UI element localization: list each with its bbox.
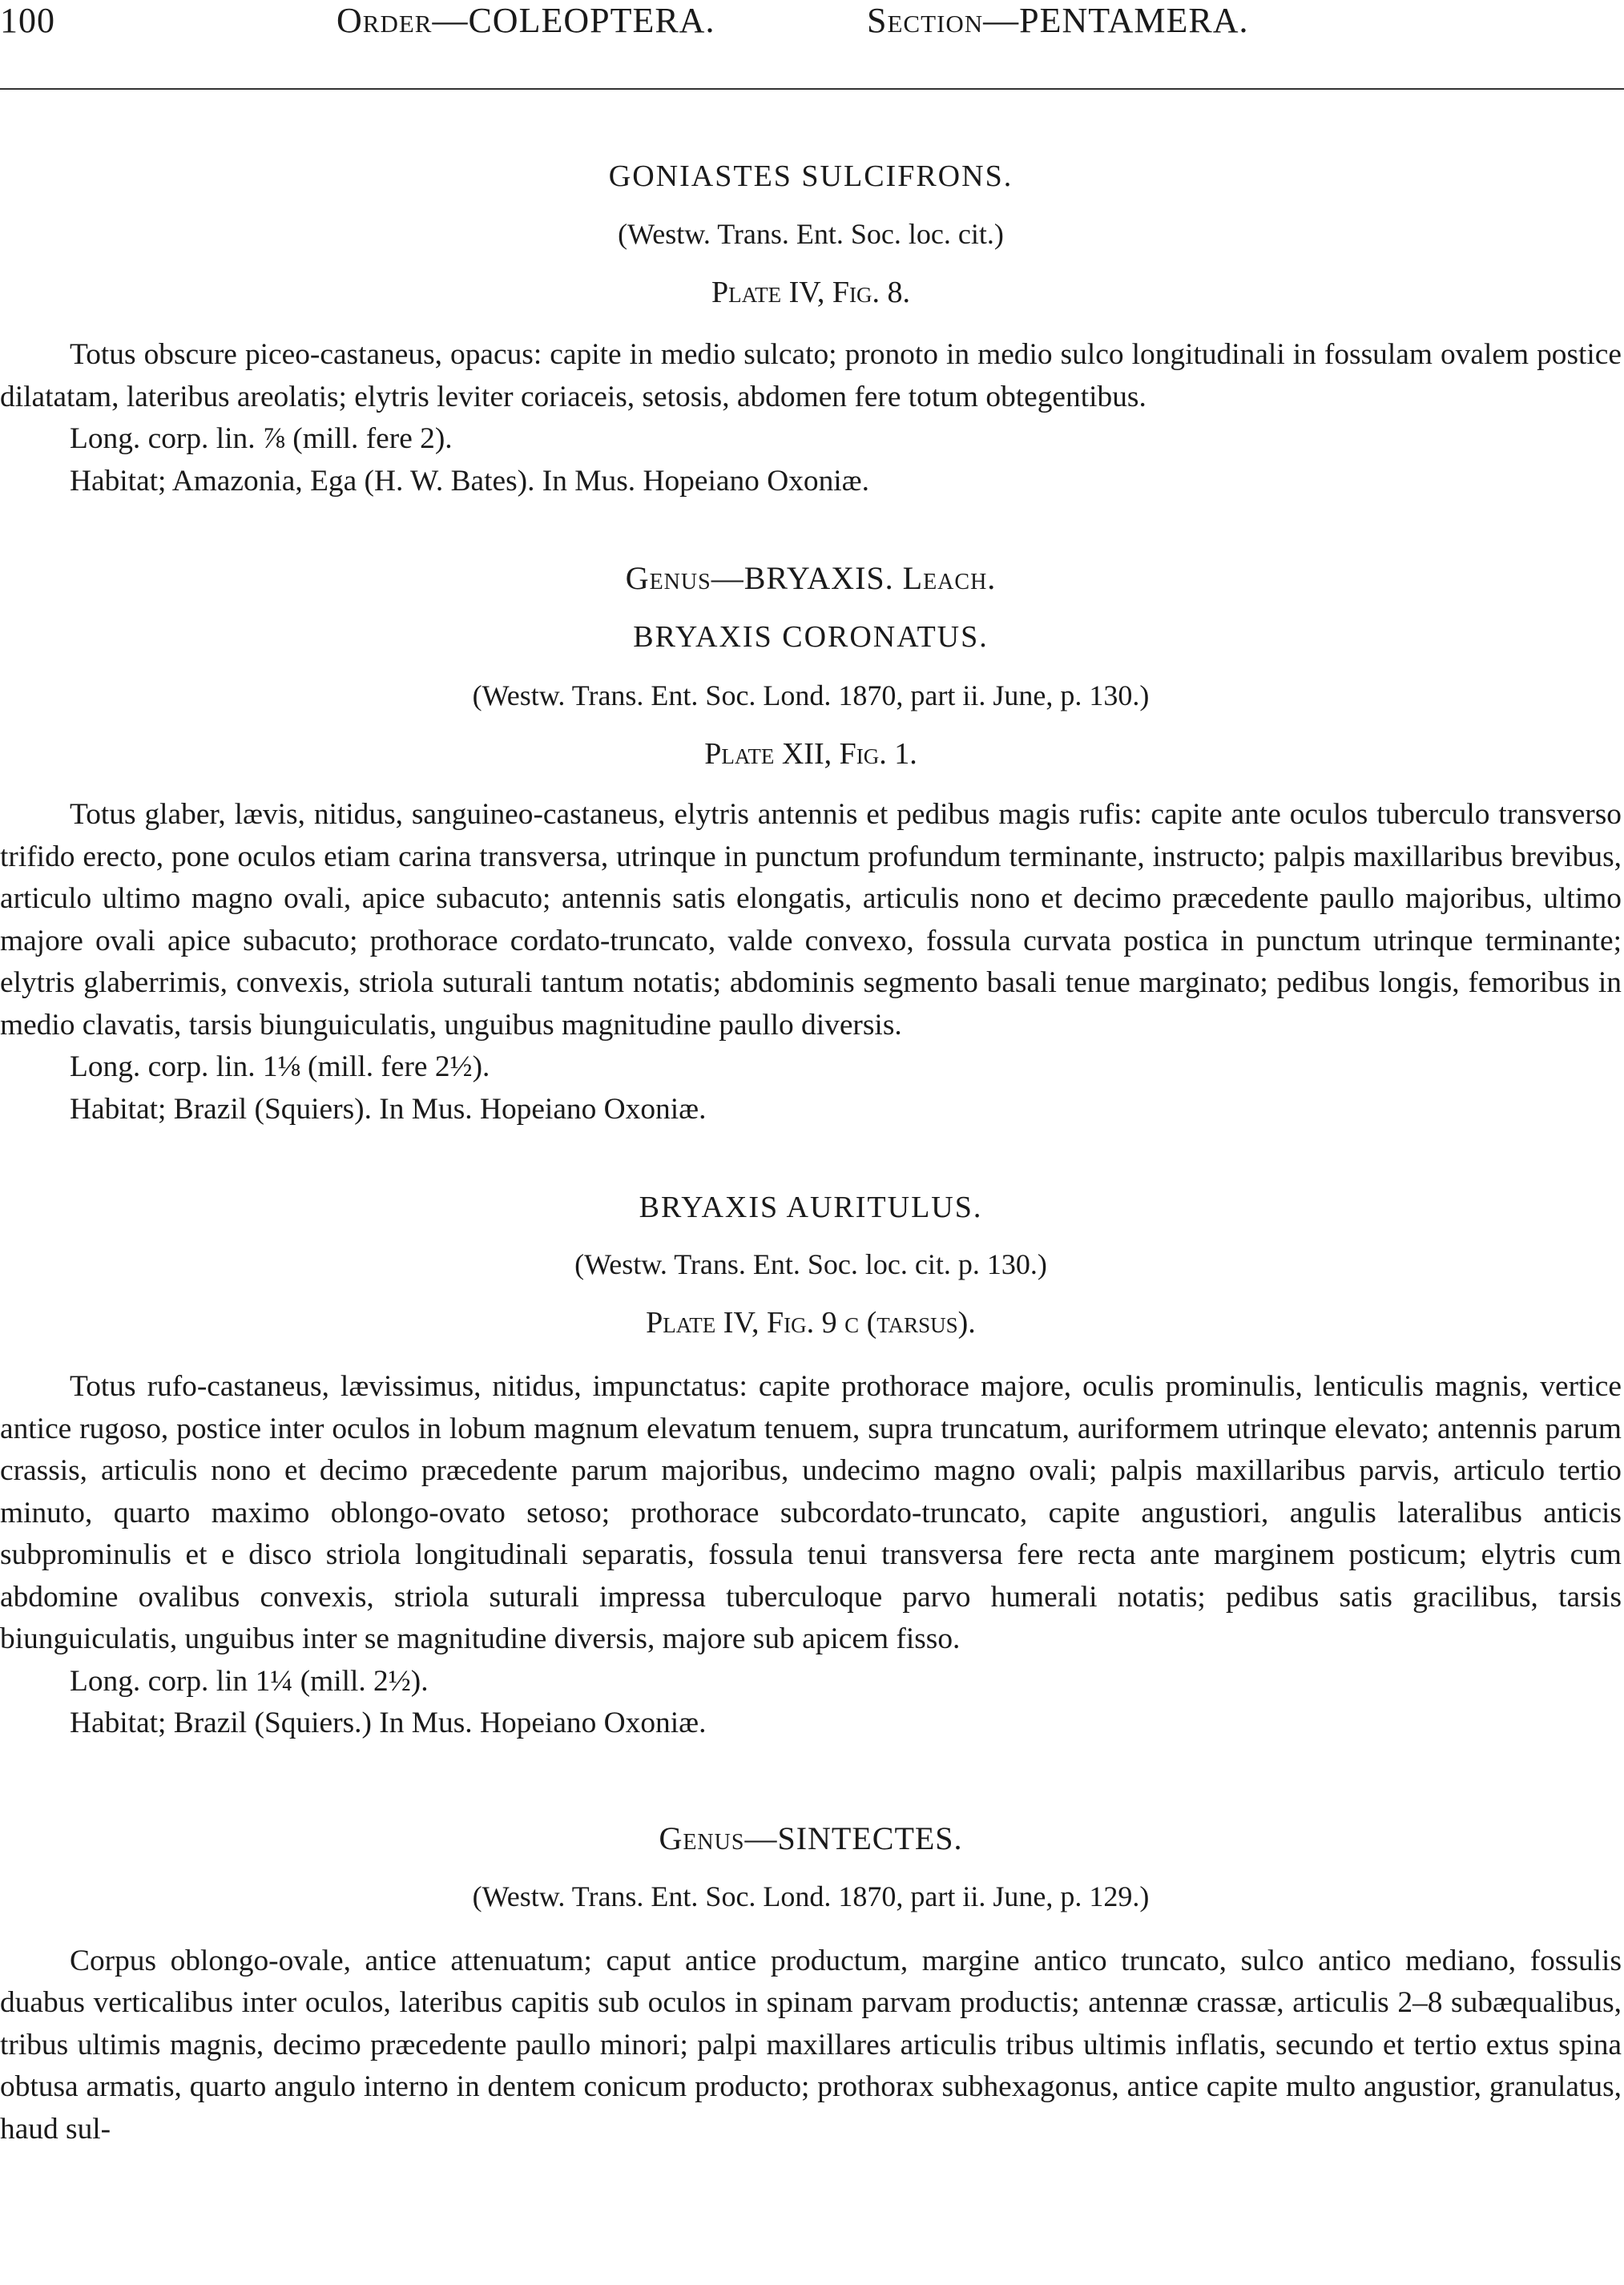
body-length: Long. corp. lin. 1⅛ (mill. fere 2½). (70, 1050, 490, 1083)
body-length: Long. corp. lin. ⅞ (mill. fere 2). (70, 422, 453, 455)
header-rule (0, 88, 1624, 90)
species-description: Totus rufo-castaneus, lævissimus, nitidus, impunctatus: capite prothorace majore, oculis prominulis, lenticulis magnis, vertice antice rugoso, postice inter oculos in lobum magnum elevatum tenuem, supra truncatum, auriformem utrinque elevato; antennis parum crassis, articulis nono et decimo præcedente parum majoribus, undecimo magno ovali; palpis maxillaribus parvis, articulo tertio minuto, quarto maximo oblongo-ovato setoso; prothorace subcordato-truncato, capite angustiori, angulis lateralibus anticis subprominulis et e disco striola longitudinali separatis, fossula tenui transversa fere recta ante marginem posticum; elytris cum abdomine ovalibus convexis, striola suturali impressa tuberculoque parvo humerali notatis; pedibus satis gracilibus, tarsis biunguiculatis, unguibus inter se magnitudine diversis, majore sub apicem fisso. (0, 1370, 1622, 1655)
species-title: BRYAXIS CORONATUS. (633, 620, 989, 654)
entry-bryaxis-auritulus (0, 1188, 1622, 1745)
entry-genus-sintectes (0, 1819, 1622, 2151)
species-title: GONIASTES SULCIFRONS. (608, 159, 1013, 193)
plate-reference: Plate IV, Fig. 8. (711, 276, 910, 309)
order-heading: Order—COLEOPTERA. (336, 1, 715, 40)
plate-reference: Plate XII, Fig. 1. (704, 737, 917, 771)
genus-description: Corpus oblongo-ovale, antice attenuatum; caput antice productum, margine antico truncato, sulco antico mediano, fossulis duabus verticalibus inter oculos, lateribus capitis sub oculos in spinam parvam productis; antennæ crassæ, articulis 2–8 subæqualibus, tribus ultimis magnis, decimo præcedente paullo minori; palpi maxillares articulis tribus ultimis inflatis, secundo et tertio extus spina obtusa armatis, quarto angulo interno in dentem conicum producto; prothorax subhexagonus, antice capite multo angustior, granulatus, haud sul- (0, 1944, 1622, 2146)
plate-reference: Plate IV, Fig. 9 c (tarsus). (646, 1306, 976, 1340)
habitat: Habitat; Brazil (Squiers). In Mus. Hopeiano Oxoniæ. (70, 1092, 707, 1126)
genus-heading-bryaxis: Genus—BRYAXIS. Leach. (625, 560, 997, 596)
reference-citation: (Westw. Trans. Ent. Soc. Lond. 1870, part ii. June, p. 129.) (472, 1880, 1150, 1912)
genus-heading-sintectes: Genus—SINTECTES. (659, 1820, 963, 1856)
species-description: Totus glaber, lævis, nitidus, sanguineo-castaneus, elytris antennis et pedibus magis rufis: capite ante oculos tuberculo transverso trifido erecto, pone oculos etiam carina transversa, utrinque in punctum profundum terminante, instructo; palpis maxillaribus brevibus, articulo ultimo magno ovali, apice subacuto; antennis satis elongatis, articulis nono et decimo præcedente paullo majoribus, ultimo majore ovali apice subacuto; prothorace cordato-truncato, valde convexo, fossula curvata postica in punctum utrinque terminante; elytris glaberrimis, convexis, striola suturali tantum notatis; abdominis segmento basali tenue marginato; pedibus longis, femoribus in medio clavatis, tarsis biunguiculatis, unguibus magnitudine paullo diversis. (0, 798, 1622, 1042)
reference-citation: (Westw. Trans. Ent. Soc. loc. cit. p. 130.) (574, 1248, 1047, 1280)
entry-goniastes-sulcifrons (0, 157, 1622, 502)
reference-citation: (Westw. Trans. Ent. Soc. loc. cit.) (618, 218, 1004, 250)
running-head (0, 0, 1624, 48)
reference-citation: (Westw. Trans. Ent. Soc. Lond. 1870, part ii. June, p. 130.) (472, 679, 1150, 711)
species-title: BRYAXIS AURITULUS. (639, 1191, 983, 1224)
entry-bryaxis-coronatus (0, 618, 1622, 1130)
species-description: Totus obscure piceo-castaneus, opacus: capite in medio sulcato; pronoto in medio sulco longitudinali in fossulam ovalem postice dilatatam, lateribus areolatis; elytris leviter coriaceis, setosis, abdomen fere totum obtegentibus. (0, 338, 1622, 413)
habitat: Habitat; Brazil (Squiers.) In Mus. Hopeiano Oxoniæ. (70, 1707, 707, 1739)
habitat: Habitat; Amazonia, Ega (H. W. Bates). In Mus. Hopeiano Oxoniæ. (70, 464, 869, 498)
page-number: 100 (0, 1, 55, 40)
body-length: Long. corp. lin 1¼ (mill. 2½). (70, 1664, 429, 1698)
section-heading: Section—PENTAMERA. (867, 1, 1249, 40)
page-body (0, 157, 1622, 2150)
